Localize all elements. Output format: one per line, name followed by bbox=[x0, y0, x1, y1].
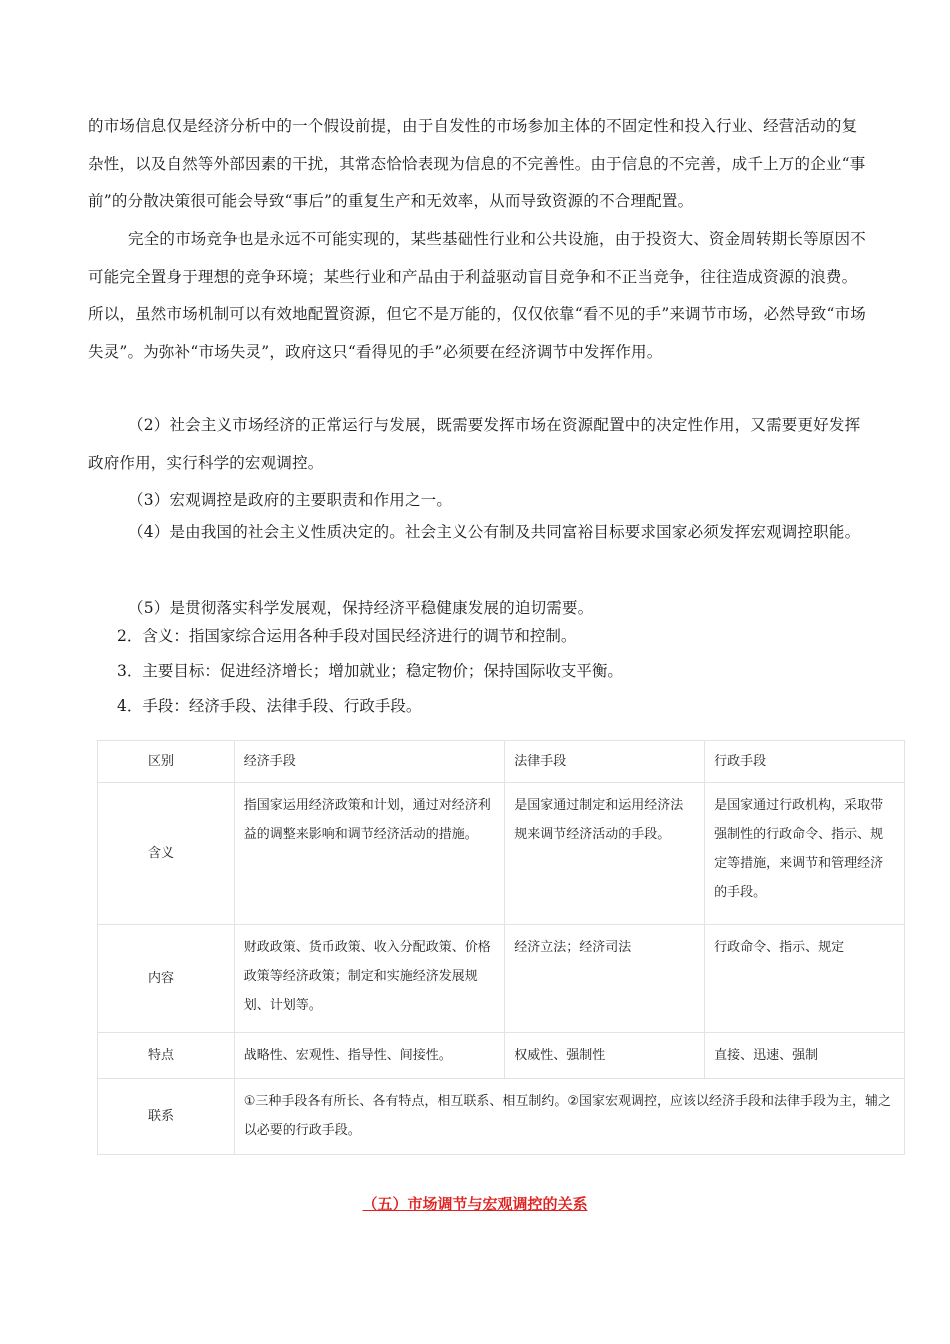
section-heading bbox=[0, 1193, 950, 1214]
header-cell: 法律手段 bbox=[505, 741, 705, 783]
table-cell: 是国家通过制定和运用经济法规来调节经济活动的手段。 bbox=[505, 783, 705, 925]
paragraph-point-2 bbox=[88, 407, 868, 482]
paragraph-text: （5）是贯彻落实科学发展观，保持经济平稳健康发展的迫切需要。 bbox=[128, 599, 594, 617]
paragraph-market-information: 的市场信息仅是经济分析中的一个假设前提，由于自发性的市场参加主体的不固定性和投入行业、经营活动的复杂性，以及自然等外部因素的干扰，其常态恰恰表现为信息的不完善性。由于信息的不完善，成千上万的企业“事前”的分散决策很可能会导致“事后”的重复生产和无效率，从而导致资源的不合理配置。 bbox=[88, 117, 866, 210]
definition-item: 2．含义：指国家综合运用各种手段对国民经济进行的调节和控制。 bbox=[117, 627, 577, 645]
table-cell: ①三种手段各有所长、各有特点，相互联系、相互制约。②国家宏观调控，应该以经济手段和法律手段为主，辅之以必要的行政手段。 bbox=[234, 1079, 904, 1155]
table-cell: 是国家通过行政机构，采取带强制性的行政命令、指示、规定等措施，来调节和管理经济的手段。 bbox=[705, 783, 905, 925]
means-item: 4．手段：经济手段、法律手段、行政手段。 bbox=[117, 697, 422, 715]
header-cell: 区别 bbox=[98, 741, 235, 783]
header-cell: 行政手段 bbox=[705, 741, 905, 783]
row-label: 联系 bbox=[98, 1079, 235, 1155]
table-row bbox=[98, 925, 905, 1033]
table-cell: 经济立法；经济司法 bbox=[505, 925, 705, 1033]
paragraph-text: （3）宏观调控是政府的主要职责和作用之一。 bbox=[128, 491, 453, 509]
comparison-table bbox=[97, 740, 905, 1155]
table-cell: 行政命令、指示、规定 bbox=[705, 925, 905, 1033]
header-cell: 经济手段 bbox=[234, 741, 504, 783]
row-label: 内容 bbox=[98, 925, 235, 1033]
table-cell: 战略性、宏观性、指导性、间接性。 bbox=[234, 1033, 504, 1079]
row-label: 特点 bbox=[98, 1033, 235, 1079]
table-cell: 财政政策、货币政策、收入分配政策、价格政策等经济政策；制定和实施经济发展规划、计划等。 bbox=[234, 925, 504, 1033]
table-row bbox=[98, 783, 905, 925]
paragraph-market-competition bbox=[88, 221, 868, 371]
table-cell: 权威性、强制性 bbox=[505, 1033, 705, 1079]
section-heading-text: （五）市场调节与宏观调控的关系 bbox=[362, 1195, 588, 1213]
paragraph-text: 完全的市场竞争也是永远不可能实现的，某些基础性行业和公共设施，由于投资大、资金周转期长等原因不可能完全置身于理想的竞争环境；某些行业和产品由于利益驱动盲目竞争和不正当竞争，往往造成资源的浪费。所以，虽然市场机制可以有效地配置资源，但它不是万能的，仅仅依靠“看不见的手”来调节市场，必然导致“市场失灵”。为弥补“市场失灵”，政府这只“看得见的手”必须要在经济调节中发挥作用。 bbox=[88, 230, 866, 361]
table-cell: 指国家运用经济政策和计划，通过对经济利益的调整来影响和调节经济活动的措施。 bbox=[234, 783, 504, 925]
table-row bbox=[98, 1079, 905, 1155]
table-row bbox=[98, 1033, 905, 1079]
row-label: 含义 bbox=[98, 783, 235, 925]
goals-item: 3．主要目标：促进经济增长；增加就业；稳定物价；保持国际收支平衡。 bbox=[117, 662, 623, 680]
table-cell: 直接、迅速、强制 bbox=[705, 1033, 905, 1079]
paragraph-text: （4）是由我国的社会主义性质决定的。社会主义公有制及共同富裕目标要求国家必须发挥宏观调控职能。 bbox=[128, 523, 861, 541]
paragraph-text: （2）社会主义市场经济的正常运行与发展，既需要发挥市场在资源配置中的决定性作用，又需要更好发挥政府作用，实行科学的宏观调控。 bbox=[88, 416, 861, 472]
table-header-row bbox=[98, 741, 905, 783]
paragraph-point-4 bbox=[88, 514, 868, 552]
